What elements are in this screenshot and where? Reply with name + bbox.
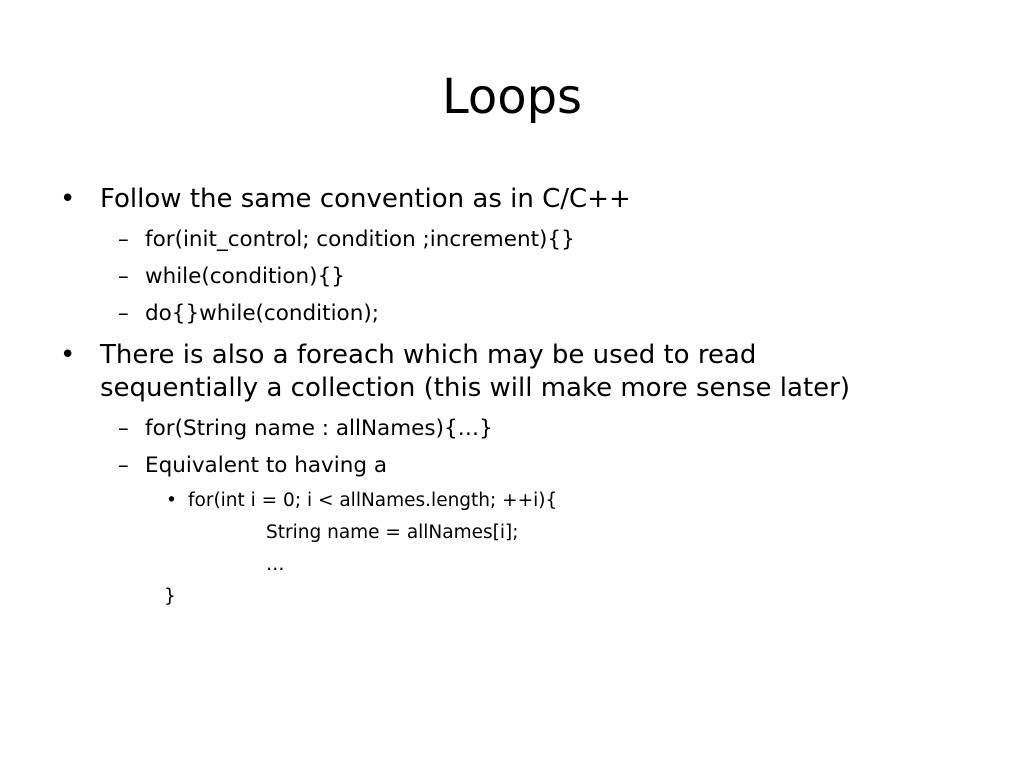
sub-bullet-text: for(String name : allNames){…} [145,416,493,441]
bullet-dot: • [60,340,76,370]
bullet-dot: • [60,184,76,214]
bullet-text-continued: sequentially a collection (this will make more sense later) [100,373,850,403]
slide-title: Loops [441,69,583,125]
bullet-text: There is also a foreach which may be used to read [100,340,757,370]
sub-sub-bullet-dot: • [166,490,177,511]
sub-bullet-dash: – [118,416,129,441]
code-line-ellipsis: … [266,554,285,575]
bullet-text: Follow the same convention as in C/C++ [100,184,631,214]
sub-bullet-dash: – [118,227,129,252]
sub-bullet-dash: – [118,301,129,326]
sub-bullet-dash: – [118,453,129,478]
sub-bullet-dash: – [118,264,129,289]
sub-bullet-text: for(init_control; condition ;increment){} [145,227,575,252]
code-line: String name = allNames[i]; [266,522,519,543]
code-line-closing-brace: } [164,586,176,607]
sub-bullet-text: do{}while(condition); [145,301,379,326]
sub-bullet-text: Equivalent to having a [145,453,388,478]
code-line: for(int i = 0; i < allNames.length; ++i){ [188,490,558,511]
sub-bullet-text: while(condition){} [145,264,345,289]
